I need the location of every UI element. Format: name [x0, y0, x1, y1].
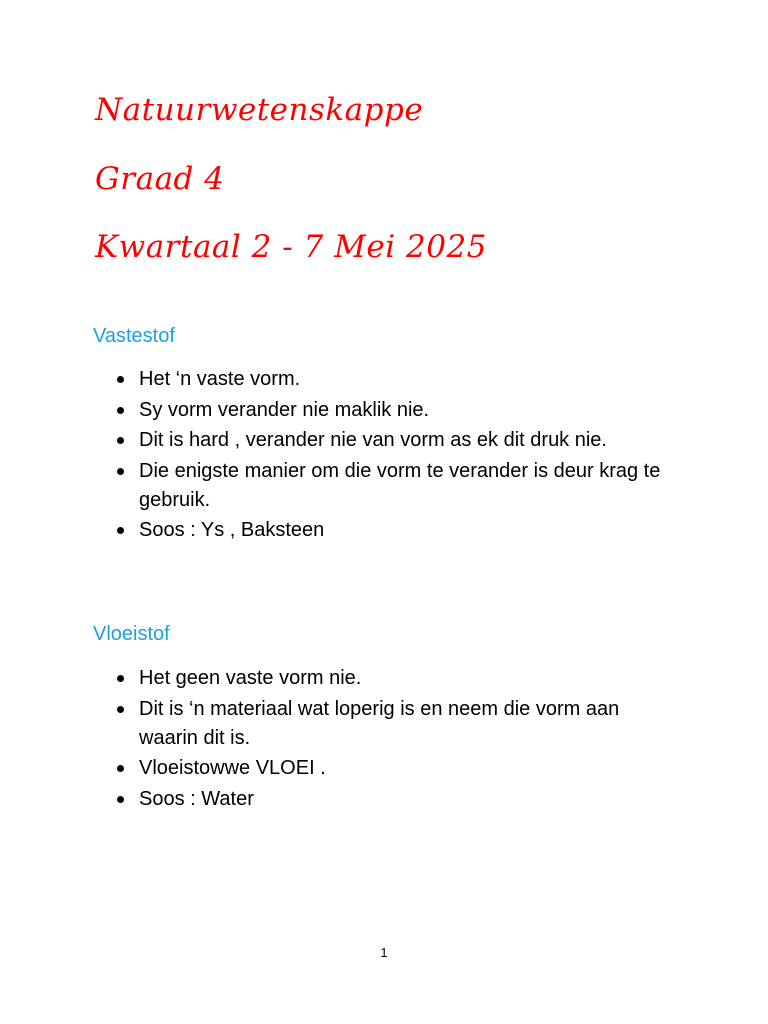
list-item-text: Het ‘n vaste vorm.	[139, 368, 301, 390]
bullet-icon	[117, 437, 124, 444]
list-item	[139, 516, 679, 545]
list-item-text: Sy vorm verander nie maklik nie.	[139, 398, 430, 421]
bullet-icon	[117, 468, 124, 475]
list-item	[139, 695, 679, 753]
term-date-heading: Kwartaal 2 - 7 Mei 2025	[95, 229, 487, 265]
bullet-list-vastestof	[139, 365, 679, 547]
grade-heading: Graad 4	[95, 161, 225, 197]
bullet-icon	[117, 675, 124, 682]
bullet-icon	[117, 706, 124, 713]
list-item-text: Soos : Ys , Baksteen	[139, 519, 325, 541]
list-item	[139, 785, 679, 814]
list-item	[139, 664, 679, 693]
list-item	[139, 365, 679, 394]
list-item	[139, 754, 679, 783]
list-item	[139, 396, 679, 425]
list-item-text: Soos : Water	[139, 787, 254, 810]
page-number: 1	[380, 945, 388, 960]
section-title-vloeistof: Vloeistof	[93, 623, 170, 645]
list-item-text: Vloeistowwe VLOEI .	[139, 757, 326, 779]
list-item	[139, 457, 679, 515]
list-item	[139, 426, 679, 455]
bullet-icon	[117, 376, 124, 383]
list-item-text: Het geen vaste vorm nie.	[139, 667, 362, 689]
section-title-vastestof: Vastestof	[93, 325, 175, 347]
list-item-text: Dit is hard , verander nie van vorm as ek dit druk nie.	[139, 429, 607, 451]
document-title: Natuurwetenskappe	[95, 92, 424, 128]
bullet-icon	[117, 527, 124, 534]
list-item-text: Die enigste manier om die vorm te verander is deur krag te gebruik.	[139, 459, 661, 511]
list-item-text: Dit is ‘n materiaal wat loperig is en neem die vorm aan waarin dit is.	[139, 697, 620, 749]
bullet-list-vloeistof	[139, 664, 679, 815]
bullet-icon	[117, 796, 124, 803]
bullet-icon	[117, 407, 124, 414]
bullet-icon	[117, 765, 124, 772]
